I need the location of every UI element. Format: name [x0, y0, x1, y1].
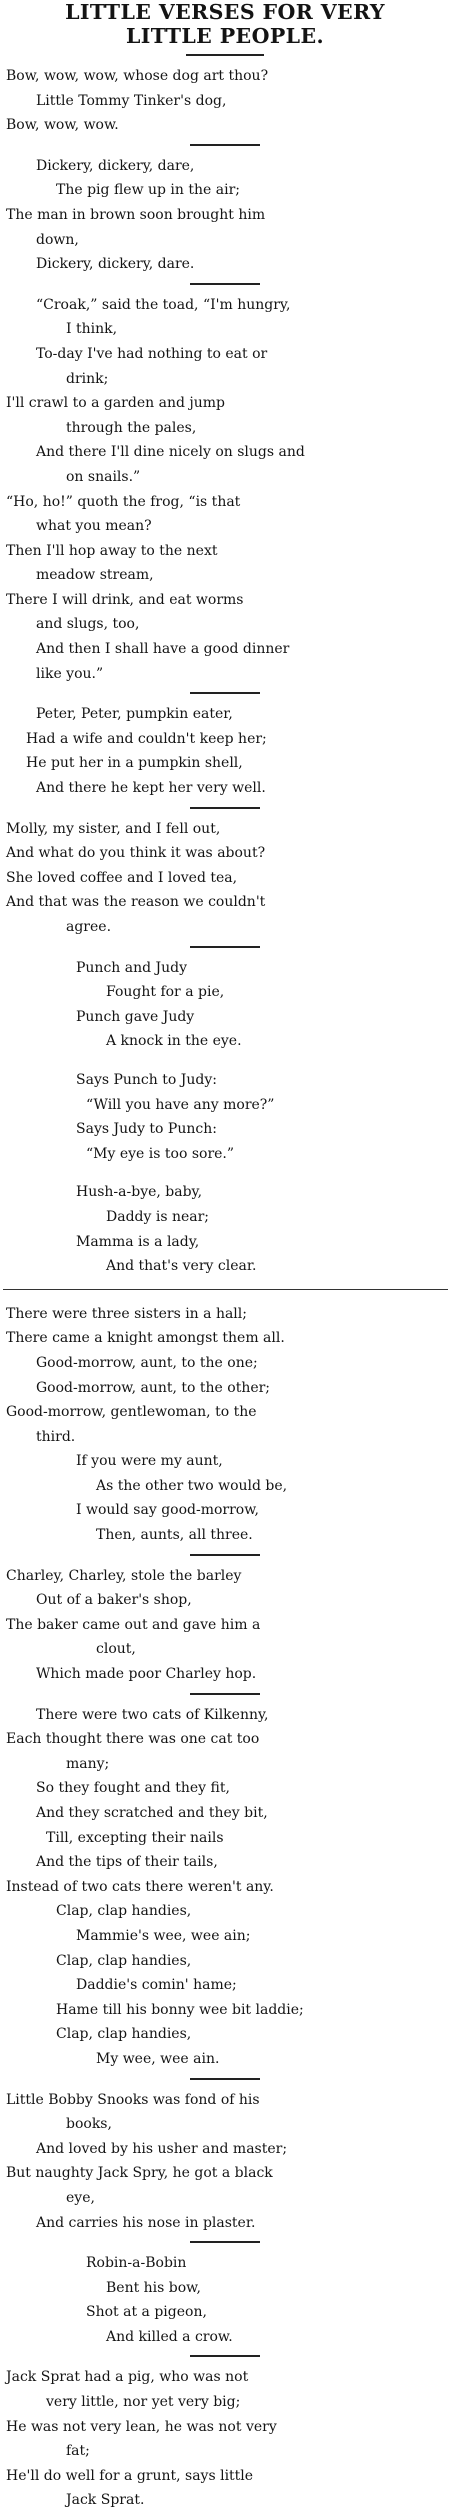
verse-line: A knock in the eye. — [106, 1033, 242, 1050]
verse-line: But naughty Jack Spry, he got a black — [6, 2165, 273, 2182]
verse-line: I think, — [66, 321, 118, 338]
verse-line: “Croak,” said the toad, “I'm hungry, — [36, 296, 291, 313]
verse-line: Says Punch to Judy: — [76, 1071, 217, 1088]
verse-divider — [190, 2355, 260, 2357]
verse-line: The man in brown soon brought him — [6, 206, 266, 223]
verse-line: drink; — [66, 370, 109, 387]
verse-line: clout, — [96, 1641, 136, 1658]
verse-divider — [190, 283, 260, 285]
verse-line: Dickery, dickery, dare. — [36, 256, 195, 273]
verse-line: “Ho, ho!” quoth the frog, “is that — [6, 493, 241, 510]
verse-divider — [190, 2078, 260, 2080]
verse-line: “My eye is too sore.” — [86, 1145, 235, 1162]
verse-line: Mamma is a lady, — [76, 1233, 200, 1250]
verse-block — [0, 1703, 450, 2072]
verse-spacer — [0, 1054, 450, 1068]
verse-line: And then I shall have a good dinner — [36, 641, 290, 658]
verse-line: Little Bobby Snooks was fond of his — [6, 2091, 260, 2108]
verse-line: third. — [36, 1428, 76, 1445]
verse-line: “Will you have any more?” — [86, 1096, 275, 1113]
verse-line: And killed a crow. — [106, 2328, 233, 2345]
verse-line: To-day I've had nothing to eat or — [36, 345, 268, 362]
verse-line: down, — [36, 231, 79, 248]
verse-line: I'll crawl to a garden and jump — [6, 395, 225, 412]
verse-line: And that was the reason we couldn't — [6, 894, 266, 911]
verse-line: Charley, Charley, stole the barley — [6, 1567, 242, 1584]
verse-line: Good-morrow, gentlewoman, to the — [6, 1404, 257, 1421]
verse-line: Hame till his bonny wee bit laddie; — [56, 2001, 304, 2018]
verse-line: The pig flew up in the air; — [56, 182, 240, 199]
title-line-1: LITTLE VERSES FOR VERY — [65, 0, 385, 24]
verse-line: through the pales, — [66, 419, 197, 436]
verse-block — [0, 1564, 450, 1687]
verse-divider — [190, 692, 260, 694]
verse-line: If you were my aunt, — [76, 1453, 223, 1470]
verse-line: Dickery, dickery, dare, — [36, 157, 195, 174]
verse-block — [0, 64, 450, 138]
verse-line: And there he kept her very well. — [36, 780, 266, 797]
verse-line: Shot at a pigeon, — [86, 2304, 207, 2321]
verse-line: books, — [66, 2116, 112, 2133]
verses-container — [0, 64, 450, 2513]
verse-block — [0, 2088, 450, 2236]
verse-divider — [190, 1693, 260, 1695]
verse-line: He was not very lean, he was not very — [6, 2418, 277, 2435]
verse-line: Fought for a pie, — [106, 984, 225, 1001]
page-title — [0, 0, 450, 48]
verse-block — [0, 956, 450, 1054]
verse-line: He put her in a pumpkin shell, — [26, 755, 243, 772]
verse-line: Which made poor Charley hop. — [36, 1666, 257, 1683]
title-line-2: LITTLE PEOPLE. — [125, 24, 325, 48]
verse-divider — [190, 144, 260, 146]
verse-line: She loved coffee and I loved tea, — [6, 869, 238, 886]
verse-line: Jack Sprat had a pig, who was not — [6, 2369, 249, 2386]
verse-divider — [190, 807, 260, 809]
verse-block — [0, 1180, 450, 1278]
verse-line: many; — [66, 1755, 110, 1772]
verse-line: And that's very clear. — [106, 1258, 257, 1275]
verse-line: and slugs, too, — [36, 616, 140, 633]
verse-line: Robin-a-Bobin — [86, 2255, 187, 2272]
verse-line: And the tips of their tails, — [36, 1854, 218, 1871]
verse-line: I would say good-morrow, — [76, 1502, 259, 1519]
verse-block — [0, 2365, 450, 2513]
verse-line: Molly, my sister, and I fell out, — [6, 820, 221, 837]
verse-line: very little, nor yet very big; — [46, 2394, 241, 2411]
verse-line: Instead of two cats there weren't any. — [6, 1878, 274, 1895]
verse-line: So they fought and they fit, — [36, 1780, 230, 1797]
verse-line: My wee, wee ain. — [96, 2050, 220, 2067]
verse-line: And what do you think it was about? — [6, 845, 266, 862]
verse-line: Punch and Judy — [76, 959, 188, 976]
verse-line: Good-morrow, aunt, to the one; — [36, 1354, 258, 1371]
verse-line: eye, — [66, 2189, 95, 2206]
verse-line: Daddie's comin' hame; — [76, 1977, 237, 1994]
verse-line: agree. — [66, 919, 112, 935]
verse-block — [0, 817, 450, 940]
verse-line: He'll do well for a grunt, says little — [6, 2467, 254, 2484]
verse-block — [0, 1068, 450, 1166]
verse-line: As the other two would be, — [96, 1477, 288, 1494]
verse-line: And carries his nose in plaster. — [36, 2214, 256, 2231]
verse-line: Out of a baker's shop, — [36, 1592, 192, 1609]
verse-line: The baker came out and gave him a — [6, 1616, 261, 1633]
verse-line: like you.” — [36, 665, 104, 682]
verse-line: Till, excepting their nails — [46, 1829, 224, 1846]
verse-block — [0, 293, 450, 687]
verse-line: Hush-a-bye, baby, — [76, 1184, 203, 1201]
verse-spacer — [0, 1166, 450, 1180]
verse-line: Daddy is near; — [106, 1208, 210, 1225]
verse-line: fat; — [66, 2443, 90, 2460]
verse-line: on snails.” — [66, 468, 141, 485]
verse-divider — [190, 1554, 260, 1556]
verse-line: Clap, clap handies, — [56, 2026, 192, 2043]
verse-divider — [190, 946, 260, 948]
verse-line: Then I'll hop away to the next — [6, 542, 218, 559]
verse-line: Jack Sprat. — [66, 2492, 145, 2509]
verse-line: Mammie's wee, wee ain; — [76, 1927, 251, 1944]
verse-line: There were two cats of Kilkenny, — [36, 1706, 269, 1723]
section-divider — [3, 1289, 448, 1290]
verse-line: Good-morrow, aunt, to the other; — [36, 1379, 271, 1396]
verse-line: what you mean? — [36, 518, 152, 535]
verse-block — [0, 1302, 450, 1548]
verse-line: And loved by his usher and master; — [36, 2140, 288, 2157]
verse-line: There were three sisters in a hall; — [6, 1305, 247, 1322]
verse-line: Punch gave Judy — [76, 1008, 195, 1025]
title-rule — [186, 54, 264, 56]
verse-line: Little Tommy Tinker's dog, — [36, 92, 227, 109]
verse-block — [0, 154, 450, 277]
verse-line: meadow stream, — [36, 567, 154, 584]
verse-line: Had a wife and couldn't keep her; — [26, 730, 267, 747]
verse-block — [0, 2251, 450, 2349]
verse-line: And they scratched and they bit, — [36, 1805, 268, 1821]
verse-divider — [190, 2241, 260, 2243]
verse-line: Then, aunts, all three. — [96, 1527, 253, 1544]
verse-line: Each thought there was one cat too — [6, 1731, 260, 1748]
verse-line: There I will drink, and eat worms — [6, 591, 244, 608]
verse-block — [0, 702, 450, 800]
verse-line: And there I'll dine nicely on slugs and — [36, 444, 305, 461]
verse-line: Peter, Peter, pumpkin eater, — [36, 706, 233, 723]
verse-line: Bow, wow, wow, whose dog art thou? — [6, 68, 269, 84]
verse-line: Bow, wow, wow. — [6, 117, 119, 134]
verse-line: Clap, clap handies, — [56, 1952, 192, 1969]
verse-line: There came a knight amongst them all. — [6, 1330, 285, 1347]
verse-line: Bent his bow, — [106, 2279, 201, 2296]
verse-line: Clap, clap handies, — [56, 1903, 192, 1920]
verse-line: Says Judy to Punch: — [76, 1121, 217, 1138]
